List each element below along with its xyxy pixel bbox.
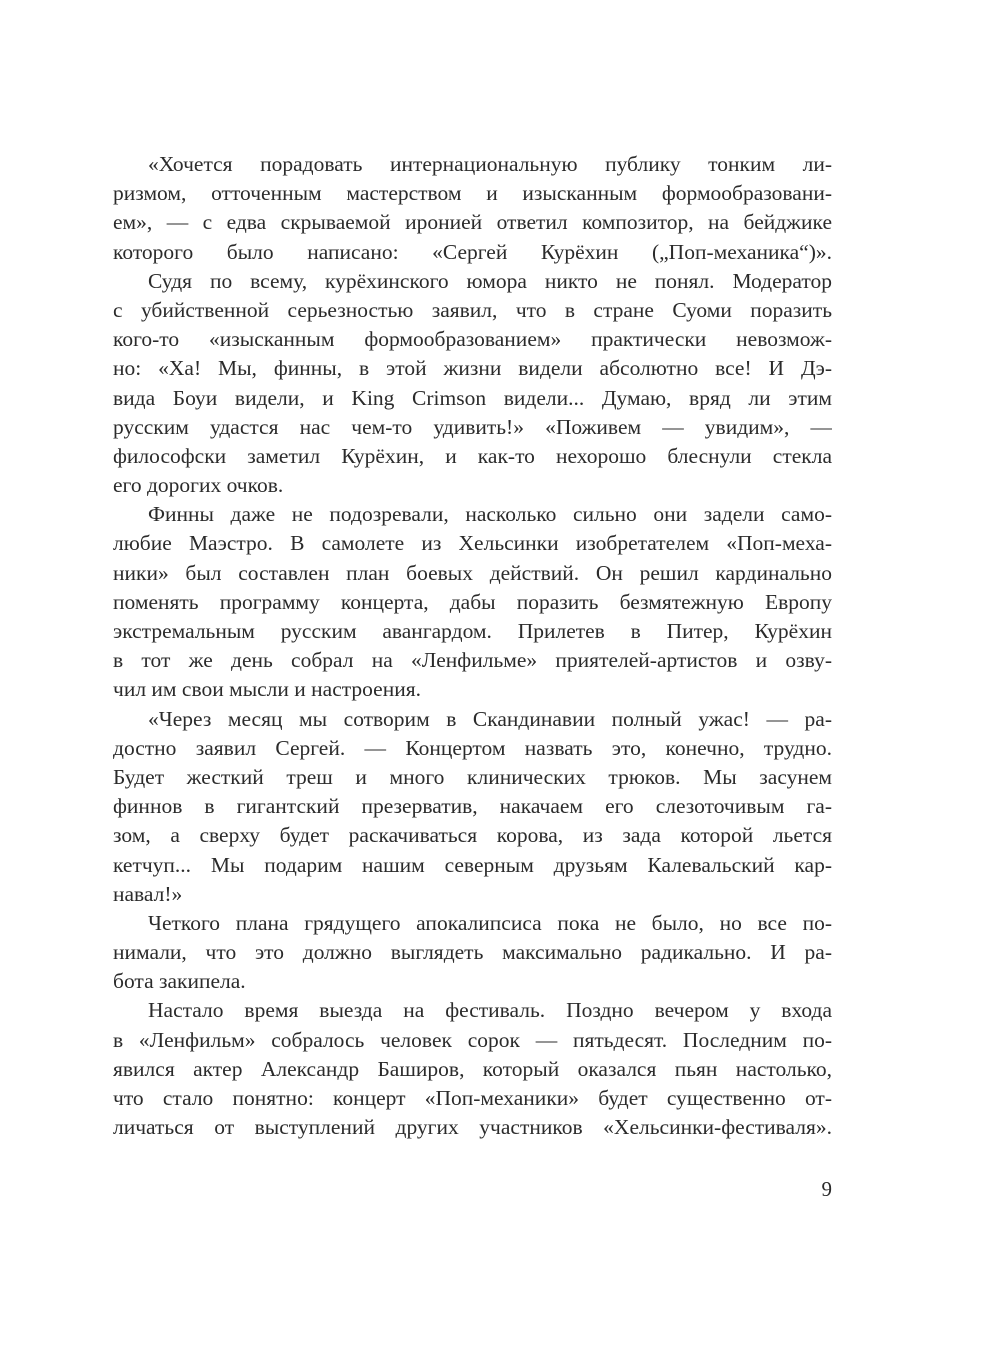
text-line: зом, а сверху будет раскачиваться корова, из зада которой льется bbox=[113, 823, 832, 848]
text-line: личаться от выступлений других участников «Хельсинки-фестиваля». bbox=[113, 1115, 832, 1140]
text-line: нимали, что это должно выглядеть максимально радикально. И ра- bbox=[113, 940, 832, 965]
text-line: ризмом, отточенным мастерством и изысканным формообразовани- bbox=[113, 181, 832, 206]
body-text bbox=[113, 150, 832, 1142]
text-line: бота закипела. bbox=[113, 969, 246, 994]
text-line: чил им свои мысли и настроения. bbox=[113, 677, 422, 702]
text-line: навал!» bbox=[113, 881, 183, 906]
text-line: поменять программу концерта, дабы поразить безмятежную Европу bbox=[113, 589, 832, 614]
text-line: с убийственной серьезностью заявил, что в стране Суоми поразить bbox=[113, 297, 832, 322]
text-line: ники» был составлен план боевых действий. Он решил кардинально bbox=[113, 560, 832, 585]
text-line: «Хочется порадовать интернациональную публику тонким ли- bbox=[148, 152, 832, 176]
text-line: достно заявил Сергей. — Концертом назвать это, конечно, трудно. bbox=[113, 735, 832, 760]
text-line: явился актер Александр Баширов, который оказался пьян настолько, bbox=[113, 1056, 832, 1081]
text-line: что стало понятно: концерт «Поп-механики» будет существенно от- bbox=[113, 1086, 832, 1110]
text-line: Финны даже не подозревали, насколько сильно они задели само- bbox=[148, 502, 832, 527]
text-line: любие Маэстро. В самолете из Хельсинки изобретателем «Поп-меха- bbox=[113, 531, 832, 556]
text-line: которого было написано: «Сергей Курёхин („Поп-механика“)». bbox=[113, 239, 832, 264]
text-line: в тот же день собрал на «Ленфильме» приятелей-артистов и озву- bbox=[113, 648, 832, 673]
text-line: ем», — с едва скрываемой иронией ответил композитор, на бейджике bbox=[113, 210, 832, 235]
text-line: Судя по всему, курёхинского юмора никто не понял. Модератор bbox=[148, 268, 832, 293]
text-line: его дорогих очков. bbox=[113, 473, 284, 498]
text-line: финнов в гигантский презерватив, накачаем его слезоточивым га- bbox=[113, 794, 832, 819]
text-line: но: «Ха! Мы, финны, в этой жизни видели абсолютно все! И Дэ- bbox=[113, 356, 832, 381]
text-line: философски заметил Курёхин, и как-то нехорошо блеснули стекла bbox=[113, 443, 832, 468]
text-line: экстремальным русским авангардом. Прилетев в Питер, Курёхин bbox=[113, 619, 832, 643]
text-line: русским удастся нас чем-то удивить!» «Поживем — увидим», — bbox=[113, 414, 832, 439]
page-number: 9 bbox=[821, 1177, 832, 1201]
text-line: «Через месяц мы сотворим в Скандинавии полный ужас! — ра- bbox=[148, 706, 832, 731]
text-line: Настало время выезда на фестиваль. Поздно вечером у входа bbox=[148, 998, 832, 1023]
text-line: в «Ленфильм» собралось человек сорок — пятьдесят. Последним по- bbox=[113, 1027, 832, 1052]
text-line: вида Боуи видели, и King Crimson видели... Думаю, вряд ли этим bbox=[113, 385, 832, 410]
text-line: кого-то «изысканным формообразованием» практически невозмож- bbox=[113, 327, 832, 352]
text-line: кетчуп... Мы подарим нашим северным друзьям Калевальский кар- bbox=[113, 852, 832, 877]
text-line: Четкого плана грядущего апокалипсиса пока не было, но все по- bbox=[148, 910, 832, 935]
text-line: Будет жесткий треш и много клинических трюков. Мы засунем bbox=[113, 764, 832, 789]
